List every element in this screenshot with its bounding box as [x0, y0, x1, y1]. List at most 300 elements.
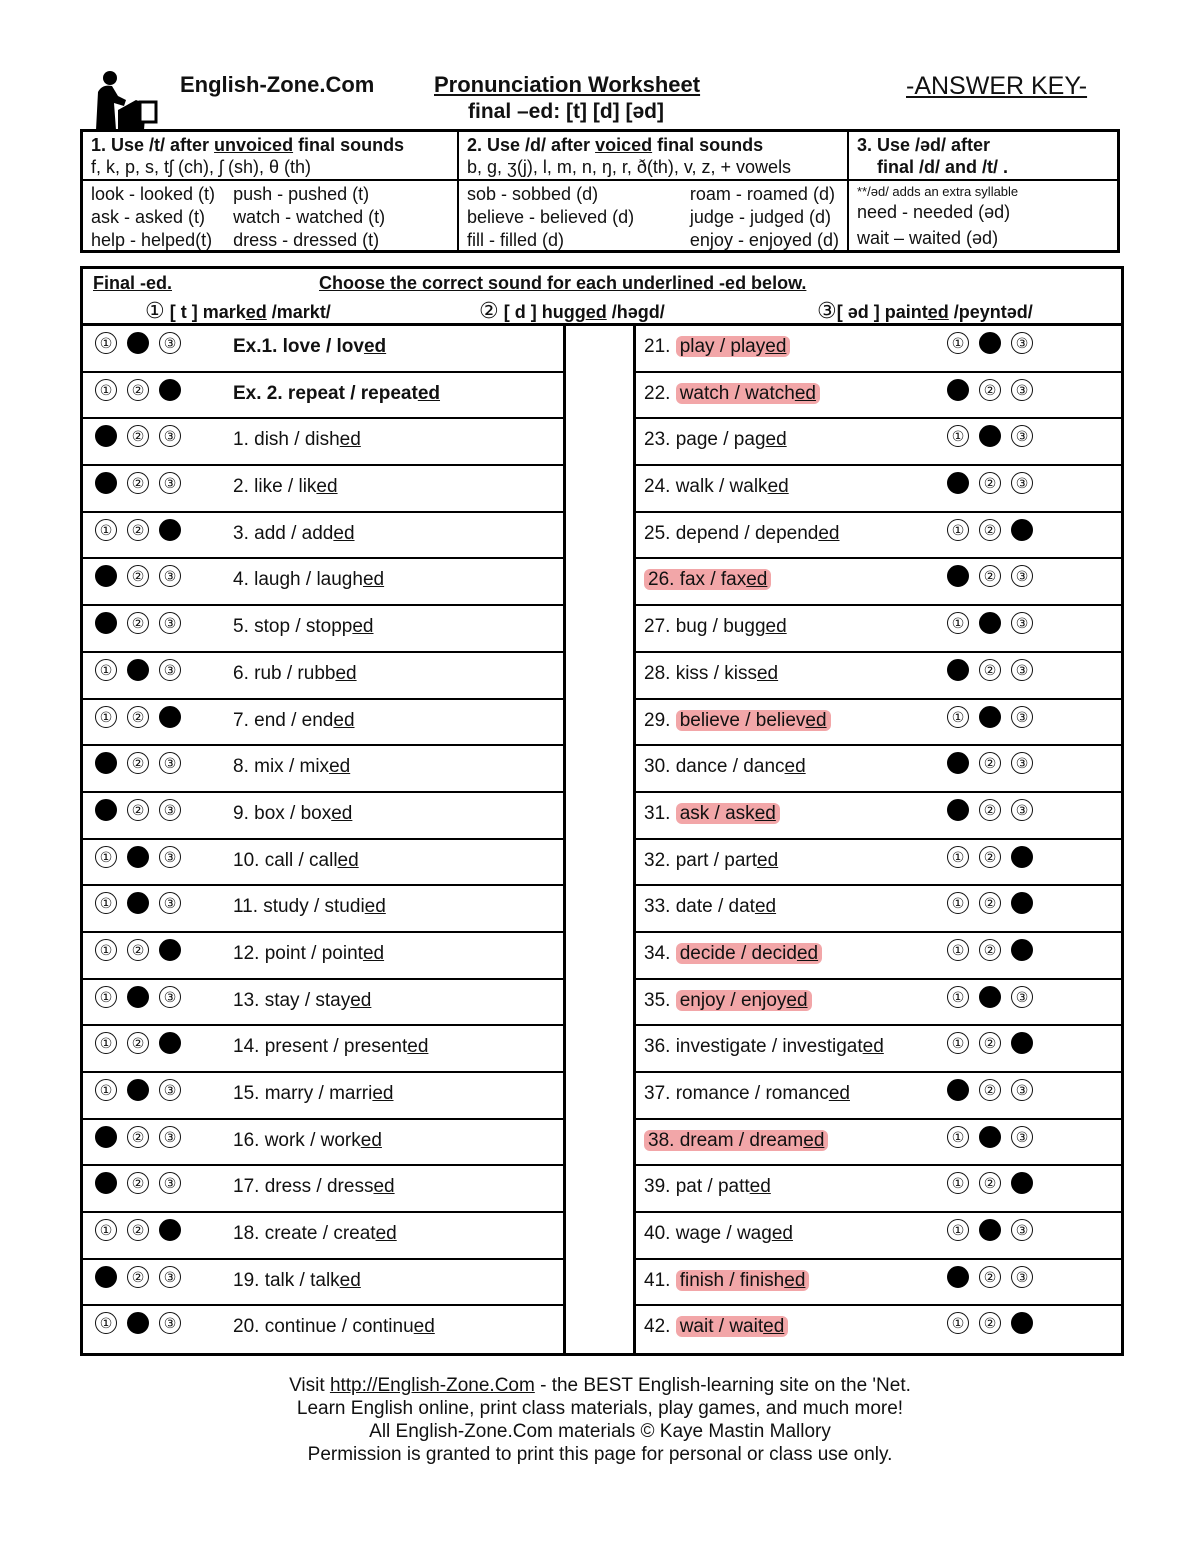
rule2-rest: final sounds — [652, 135, 764, 155]
selected-answer-circle[interactable] — [979, 425, 1001, 447]
word-stem: 2. like / lik — [233, 476, 317, 498]
word-stem: wage / wag — [675, 1223, 772, 1245]
option-circle[interactable]: ③ — [1011, 332, 1033, 354]
exercise-row — [636, 1120, 1121, 1167]
exercise-row — [83, 840, 563, 887]
word-stem: part / part — [675, 849, 758, 871]
legend-ending: ed — [585, 302, 607, 322]
selected-answer-circle[interactable] — [1011, 1032, 1033, 1054]
exercise-row — [636, 1166, 1121, 1213]
option-circle[interactable]: ② — [979, 1032, 1001, 1054]
answer-options — [95, 752, 181, 774]
option-circle[interactable]: ① — [947, 1032, 969, 1054]
exercise-word — [233, 336, 386, 358]
answer-options — [95, 1266, 181, 1288]
word-stem: 7. end / end — [233, 709, 334, 731]
exercise-row — [83, 793, 563, 840]
exercise-word — [644, 523, 839, 545]
selected-answer-circle[interactable] — [947, 379, 969, 401]
rule1-ex: ask - asked (t) — [91, 207, 206, 227]
option-circle[interactable]: ① — [947, 1172, 969, 1194]
option-circle[interactable]: ③ — [1011, 565, 1033, 587]
exercise-row — [636, 700, 1121, 747]
option-circle[interactable]: ③ — [1011, 799, 1033, 821]
option-circle[interactable]: ③ — [1011, 986, 1033, 1008]
item-number: 33. — [644, 896, 676, 918]
selected-answer-circle[interactable] — [947, 752, 969, 774]
option-circle[interactable]: ① — [95, 519, 117, 541]
option-circle[interactable]: ③ — [1011, 1079, 1033, 1101]
word-ending: ed — [337, 849, 359, 871]
option-circle[interactable]: ③ — [1011, 472, 1033, 494]
exercise-word — [644, 616, 787, 638]
answer-options — [947, 565, 1033, 587]
option-circle[interactable]: ① — [95, 332, 117, 354]
word-ending: ed — [352, 616, 374, 638]
selected-answer-circle[interactable] — [159, 706, 181, 728]
word-ending: ed — [765, 429, 787, 451]
word-stem: enjoy / enjoy — [679, 989, 787, 1011]
exercise-row — [83, 1306, 563, 1353]
option-circle[interactable]: ② — [127, 752, 149, 774]
option-circle[interactable]: ① — [947, 986, 969, 1008]
exercise-word — [233, 429, 361, 451]
option-circle[interactable]: ③ — [159, 1126, 181, 1148]
option-circle[interactable]: ② — [127, 939, 149, 961]
selected-answer-circle[interactable] — [95, 472, 117, 494]
exercise-word — [644, 476, 789, 498]
selected-answer-circle[interactable] — [95, 1266, 117, 1288]
selected-answer-circle[interactable] — [947, 659, 969, 681]
rule1-rest: final sounds — [293, 135, 405, 155]
word-stem: date / dat — [675, 896, 755, 918]
selected-answer-circle[interactable] — [127, 332, 149, 354]
word-ending: ed — [363, 336, 387, 357]
selected-answer-circle[interactable] — [95, 799, 117, 821]
word-ending: ed — [373, 1176, 395, 1198]
selected-answer-circle[interactable] — [95, 565, 117, 587]
exercise-word — [233, 1176, 395, 1198]
option-circle[interactable]: ③ — [159, 1266, 181, 1288]
answer-options — [95, 659, 181, 681]
highlight — [644, 1130, 828, 1151]
option-circle[interactable]: ① — [95, 939, 117, 961]
option-circle[interactable]: ③ — [159, 752, 181, 774]
option-circle[interactable]: ② — [979, 519, 1001, 541]
legend-word: paint — [884, 302, 928, 322]
exercise-word — [233, 756, 350, 778]
option-circle[interactable]: ② — [979, 939, 1001, 961]
item-number: 22. — [644, 382, 676, 404]
word-ending: ed — [862, 1036, 884, 1058]
answer-options — [95, 1312, 181, 1334]
answer-options — [947, 519, 1033, 541]
item-number: 31. — [644, 802, 676, 824]
selected-answer-circle[interactable] — [159, 379, 181, 401]
legend-t — [145, 298, 331, 324]
answer-options — [947, 612, 1033, 634]
exercise-header — [83, 269, 1121, 326]
option-circle[interactable]: ② — [127, 1032, 149, 1054]
word-stem: 1. dish / dish — [233, 429, 340, 451]
option-circle[interactable]: ① — [947, 1219, 969, 1241]
option-circle[interactable]: ① — [947, 612, 969, 634]
option-circle[interactable]: ③ — [1011, 425, 1033, 447]
selected-answer-circle[interactable] — [95, 752, 117, 774]
item-number: 32. — [644, 849, 676, 871]
item-number: 25. — [644, 522, 676, 544]
word-ending: ed — [746, 569, 768, 591]
option-circle[interactable]: ② — [127, 1266, 149, 1288]
selected-answer-circle[interactable] — [127, 659, 149, 681]
word-ending: ed — [417, 382, 441, 404]
exercise-word — [644, 1083, 850, 1105]
item-number: 39. — [644, 1176, 676, 1198]
option-circle[interactable]: ③ — [159, 565, 181, 587]
exercise-row — [83, 886, 563, 933]
answer-options — [95, 1126, 181, 1148]
option-circle[interactable]: ② — [127, 1219, 149, 1241]
selected-answer-circle[interactable] — [947, 1079, 969, 1101]
rule1-ex: push - pushed (t) — [233, 184, 370, 204]
word-stem: 11. study / studi — [233, 896, 365, 918]
option-circle[interactable]: ① — [947, 425, 969, 447]
selected-answer-circle[interactable] — [127, 892, 149, 914]
exercise-word — [644, 569, 771, 591]
selected-answer-circle[interactable] — [159, 939, 181, 961]
selected-answer-circle[interactable] — [1011, 939, 1033, 961]
selected-answer-circle[interactable] — [979, 1126, 1001, 1148]
word-stem: pat / patt — [675, 1176, 750, 1198]
answer-options — [95, 986, 181, 1008]
rule3-label: 3. Use /əd/ after — [857, 135, 991, 155]
answer-options — [95, 939, 181, 961]
legend-sym: [ d ] — [498, 302, 542, 322]
answer-options — [95, 706, 181, 728]
selected-answer-circle[interactable] — [1011, 1312, 1033, 1334]
exercise-word — [644, 850, 778, 872]
option-circle[interactable]: ③ — [159, 1079, 181, 1101]
answer-options — [947, 332, 1033, 354]
selected-answer-circle[interactable] — [979, 332, 1001, 354]
word-ending: ed — [805, 709, 827, 731]
footer-link[interactable]: http://English-Zone.Com — [329, 1375, 535, 1396]
column-divider — [563, 326, 636, 1353]
option-circle[interactable]: ② — [127, 425, 149, 447]
option-circle[interactable]: ① — [947, 519, 969, 541]
answer-options — [95, 1219, 181, 1241]
answer-options — [95, 612, 181, 634]
legend-ipa: /markt/ — [266, 302, 331, 322]
selected-answer-circle[interactable] — [95, 612, 117, 634]
rule2-ex: roam - roamed (d) — [689, 184, 835, 204]
option-circle[interactable]: ① — [95, 379, 117, 401]
exercise-word — [644, 1223, 793, 1245]
exercise-word — [233, 1316, 435, 1338]
option-circle[interactable]: ① — [947, 706, 969, 728]
answer-key-label: -ANSWER KEY- — [906, 72, 1088, 100]
selected-answer-circle[interactable] — [947, 565, 969, 587]
selected-answer-circle[interactable] — [979, 1219, 1001, 1241]
exercise-word — [644, 943, 822, 965]
option-circle[interactable]: ③ — [159, 799, 181, 821]
rule-unvoiced — [83, 132, 459, 250]
option-circle[interactable]: ③ — [1011, 752, 1033, 774]
option-circle[interactable]: ② — [127, 1172, 149, 1194]
option-circle[interactable]: ② — [979, 752, 1001, 774]
word-stem: investigate / investigat — [675, 1036, 863, 1058]
exercise-word — [233, 663, 357, 685]
exercise-word — [644, 663, 778, 685]
selected-answer-circle[interactable] — [159, 519, 181, 541]
word-ending: ed — [372, 1083, 394, 1104]
option-circle[interactable]: ③ — [1011, 706, 1033, 728]
instruction: Choose the correct sound for each underlined -ed below. — [319, 273, 807, 293]
option-circle[interactable]: ① — [95, 1079, 117, 1101]
footer-visit-rest: - the BEST English-learning site on the 'Net. — [534, 1375, 911, 1396]
legend-d — [479, 298, 665, 324]
option-circle[interactable]: ② — [979, 379, 1001, 401]
word-stem: 13. stay / stay — [233, 989, 351, 1011]
exercise-row — [636, 326, 1121, 373]
option-circle[interactable]: ③ — [1011, 1266, 1033, 1288]
rule2-keyword: voiced — [595, 135, 653, 155]
answer-options — [95, 846, 181, 868]
footer-line2: Learn English online, print class materials, play games, and much more! — [296, 1398, 904, 1419]
word-ending: ed — [765, 616, 787, 638]
option-circle[interactable]: ② — [979, 659, 1001, 681]
exercise-word — [644, 336, 790, 358]
selected-answer-circle[interactable] — [159, 1032, 181, 1054]
option-circle[interactable]: ③ — [159, 425, 181, 447]
legend-ipa: /həgd/ — [606, 302, 665, 322]
option-circle[interactable]: ② — [127, 799, 149, 821]
word-ending: ed — [749, 1176, 771, 1198]
option-circle[interactable]: ② — [979, 565, 1001, 587]
word-stem: 6. rub / rubb — [233, 662, 336, 684]
word-stem: play / play — [679, 336, 766, 357]
exercise-row — [636, 1306, 1121, 1353]
exercise-word — [644, 1316, 788, 1338]
word-stem: bug / bugg — [675, 616, 766, 638]
option-circle[interactable]: ② — [127, 1126, 149, 1148]
exercise-row — [83, 1213, 563, 1260]
option-circle[interactable]: ③ — [159, 612, 181, 634]
exercise-word — [644, 756, 806, 778]
exercise-word — [233, 710, 355, 732]
rule2-examples — [459, 181, 847, 254]
option-circle[interactable]: ② — [127, 612, 149, 634]
option-circle[interactable]: ③ — [159, 846, 181, 868]
word-ending: ed — [407, 1036, 429, 1058]
word-stem: 20. continue / continu — [233, 1316, 414, 1338]
selected-answer-circle[interactable] — [947, 799, 969, 821]
answer-options — [95, 379, 181, 401]
selected-answer-circle[interactable] — [1011, 1172, 1033, 1194]
exercise-row — [83, 746, 563, 793]
selected-answer-circle[interactable] — [1011, 892, 1033, 914]
item-number: 41. — [644, 1269, 676, 1291]
exercise-word — [233, 1270, 361, 1292]
option-circle[interactable]: ③ — [1011, 659, 1033, 681]
option-circle[interactable]: ③ — [159, 892, 181, 914]
option-circle[interactable]: ① — [95, 892, 117, 914]
selected-answer-circle[interactable] — [95, 425, 117, 447]
exercise-word — [644, 990, 812, 1012]
word-ending: ed — [360, 1129, 382, 1151]
exercise-word — [644, 1176, 771, 1198]
option-circle[interactable]: ③ — [159, 1172, 181, 1194]
word-ending: ed — [763, 1316, 785, 1338]
option-circle[interactable]: ③ — [159, 1312, 181, 1334]
word-ending: ed — [413, 1316, 435, 1338]
item-number: 24. — [644, 476, 676, 498]
word-ending: ed — [333, 522, 355, 544]
item-number: 35. — [644, 989, 676, 1011]
exercise-row — [83, 373, 563, 420]
option-circle[interactable]: ② — [979, 1079, 1001, 1101]
option-circle[interactable]: ② — [127, 565, 149, 587]
word-stem: finish / finish — [679, 1269, 785, 1291]
option-circle[interactable]: ① — [95, 1312, 117, 1334]
selected-answer-circle[interactable] — [127, 986, 149, 1008]
answer-options — [947, 892, 1033, 914]
option-circle[interactable]: ① — [947, 892, 969, 914]
selected-answer-circle[interactable] — [947, 472, 969, 494]
word-stem: 8. mix / mix — [233, 756, 330, 778]
exercise-word — [233, 943, 384, 965]
selected-answer-circle[interactable] — [1011, 846, 1033, 868]
word-ending: ed — [818, 522, 840, 544]
word-ending: ed — [828, 1083, 850, 1104]
word-stem: wait / wait — [679, 1316, 764, 1338]
option-circle[interactable]: ② — [979, 1312, 1001, 1334]
word-ending: ed — [803, 1129, 825, 1151]
option-circle[interactable]: ② — [979, 799, 1001, 821]
rule1-label: 1. Use /t/ after — [91, 135, 215, 155]
answer-options — [947, 1126, 1033, 1148]
option-circle[interactable]: ② — [979, 472, 1001, 494]
exercise-row — [636, 1026, 1121, 1073]
exercise-word — [233, 896, 386, 918]
item-number: 27. — [644, 616, 676, 638]
option-circle[interactable]: ① — [95, 706, 117, 728]
exercise-row — [636, 513, 1121, 560]
option-circle[interactable]: ① — [95, 659, 117, 681]
option-circle[interactable]: ③ — [159, 986, 181, 1008]
option-circle[interactable]: ③ — [1011, 379, 1033, 401]
rule3-ex: need - needed (əd) — [857, 202, 1011, 222]
item-number: 26. — [648, 569, 680, 591]
selected-answer-circle[interactable] — [979, 706, 1001, 728]
option-circle[interactable]: ② — [979, 892, 1001, 914]
selected-answer-circle[interactable] — [95, 1126, 117, 1148]
option-circle[interactable]: ② — [127, 472, 149, 494]
selected-answer-circle[interactable] — [979, 986, 1001, 1008]
option-circle[interactable]: ① — [947, 1312, 969, 1334]
highlight — [676, 710, 831, 731]
exercise-word — [233, 383, 440, 405]
option-circle[interactable]: ③ — [1011, 1126, 1033, 1148]
option-circle[interactable]: ① — [95, 986, 117, 1008]
rule1-examples — [83, 181, 457, 254]
selected-answer-circle[interactable] — [127, 1312, 149, 1334]
item-number: 40. — [644, 1223, 676, 1245]
option-circle[interactable]: ③ — [1011, 612, 1033, 634]
legend-sym: [ t ] — [164, 302, 203, 322]
selected-answer-circle[interactable] — [979, 612, 1001, 634]
rule2-ex: fill - filled (d) — [467, 230, 565, 250]
word-ending: ed — [796, 942, 819, 964]
answer-options — [95, 332, 181, 354]
exercise-word — [233, 850, 359, 872]
selected-answer-circle[interactable] — [947, 1266, 969, 1288]
item-number: 23. — [644, 429, 676, 451]
selected-answer-circle[interactable] — [159, 1219, 181, 1241]
option-circle[interactable]: ① — [947, 846, 969, 868]
legend-ending: ed — [927, 302, 949, 322]
option-circle[interactable]: ③ — [1011, 1219, 1033, 1241]
exercise-row — [636, 793, 1121, 840]
word-ending: ed — [316, 476, 338, 498]
exercise-word — [644, 1270, 809, 1292]
right-column — [636, 326, 1121, 1353]
word-stem: 19. talk / talk — [233, 1269, 340, 1291]
selected-answer-circle[interactable] — [1011, 519, 1033, 541]
option-circle[interactable]: ① — [95, 846, 117, 868]
exercise-row — [636, 886, 1121, 933]
footer — [0, 1374, 1200, 1466]
word-stem: dream / dream — [679, 1129, 804, 1151]
option-circle[interactable]: ② — [979, 1266, 1001, 1288]
selected-answer-circle[interactable] — [127, 846, 149, 868]
option-circle[interactable]: ② — [979, 846, 1001, 868]
option-circle[interactable]: ② — [979, 1172, 1001, 1194]
option-circle[interactable]: ③ — [159, 472, 181, 494]
rule3-label2: final /d/ and /t/ . — [877, 157, 1009, 177]
option-circle[interactable]: ① — [95, 1032, 117, 1054]
item-number: 30. — [644, 756, 676, 778]
rule2-label: 2. Use /d/ after — [467, 135, 596, 155]
word-stem: 14. present / present — [233, 1036, 408, 1058]
word-stem: 17. dress / dress — [233, 1176, 374, 1198]
option-circle[interactable]: ① — [947, 1126, 969, 1148]
word-stem: 12. point / point — [233, 942, 363, 964]
option-circle[interactable]: ① — [947, 332, 969, 354]
option-circle[interactable]: ① — [95, 1219, 117, 1241]
selected-answer-circle[interactable] — [95, 1172, 117, 1194]
word-stem: 10. call / call — [233, 849, 338, 871]
option-circle[interactable]: ② — [127, 379, 149, 401]
option-circle[interactable]: ③ — [159, 332, 181, 354]
footer-line1 — [0, 1374, 1200, 1397]
legend-ed — [817, 298, 1033, 324]
word-stem: Ex.1. love / lov — [233, 336, 364, 357]
legend-word: mark — [202, 302, 246, 322]
answer-options — [947, 1079, 1033, 1101]
option-circle[interactable]: ② — [127, 706, 149, 728]
rule2-ex: enjoy - enjoyed (d) — [689, 230, 839, 250]
exercise-word — [233, 1083, 394, 1105]
word-stem: 9. box / box — [233, 802, 332, 824]
option-circle[interactable]: ③ — [159, 659, 181, 681]
left-column — [83, 326, 563, 1353]
option-circle[interactable]: ① — [947, 939, 969, 961]
selected-answer-circle[interactable] — [127, 1079, 149, 1101]
word-ending: ed — [362, 942, 385, 964]
option-circle[interactable]: ② — [127, 519, 149, 541]
exercise-word — [233, 803, 352, 825]
